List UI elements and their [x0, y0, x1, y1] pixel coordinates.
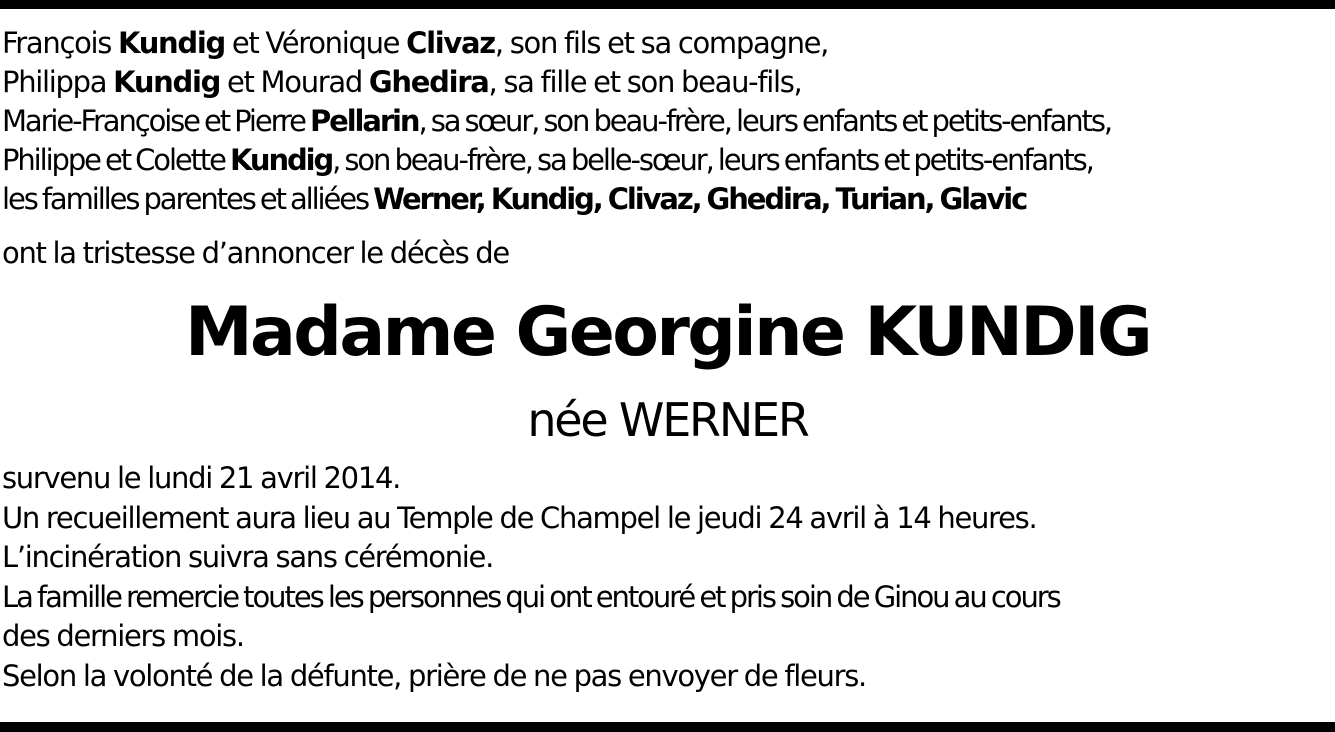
family-list [2, 24, 1335, 219]
family-surname: Pellarin [309, 104, 419, 138]
detail-line: L’incinération suivra sans cérémonie. [2, 540, 494, 574]
detail-line: La famille remercie toutes les personnes qui ont entouré et pris soin de Ginou au cours [2, 579, 1060, 614]
family-surname: Ghedira [368, 65, 489, 99]
family-line-segment: les familles parentes et alliées [2, 182, 374, 216]
announcement [2, 234, 1335, 273]
top-border-rule [0, 0, 1335, 9]
announcement-text: ont la tristesse d’annoncer le décès de [2, 236, 509, 270]
family-line [2, 24, 1335, 63]
family-line [2, 102, 1335, 141]
family-line-segment: , son fils et sa compagne, [494, 26, 829, 60]
family-line-segment: Philippa [2, 65, 114, 99]
detail-line: Un recueillement aura lieu au Temple de Champel le jeudi 24 avril à 14 heures. [2, 500, 1037, 535]
family-surname: Kundig [230, 143, 333, 177]
detail-line: survenu le lundi 21 avril 2014. [2, 461, 401, 495]
family-surname: Kundig [118, 26, 225, 60]
family-line-segment: , son beau-frère, sa belle-sœur, leurs enfants et petits-enfants, [332, 143, 1093, 177]
family-line-segment: , sa sœur, son beau-frère, leurs enfants et petits-enfants, [418, 104, 1111, 138]
family-line-segment: Marie-Françoise et Pierre [2, 104, 310, 138]
family-surnames-list: Werner, Kundig, Clivaz, Ghedira, Turian, Glavic [373, 182, 1027, 216]
family-line [2, 63, 1335, 102]
funeral-details [2, 459, 1335, 696]
family-line-segment: et Mourad [220, 65, 369, 99]
detail-line: Selon la volonté de la défunte, prière de ne pas envoyer de fleurs. [2, 658, 866, 693]
family-line-segment: Philippe et Colette [2, 143, 231, 177]
bottom-border-rule [0, 722, 1335, 732]
family-line [2, 141, 1335, 180]
deceased-maiden-name: née WERNER [527, 393, 808, 447]
detail-line: des derniers mois. [2, 619, 244, 653]
family-line-segment: François [2, 26, 119, 60]
family-line-segment: et Véronique [224, 26, 407, 60]
family-line-segment: , sa fille et son beau-fils, [488, 65, 802, 99]
family-line [2, 180, 1335, 219]
family-surname: Clivaz [406, 26, 495, 60]
family-surname: Kundig [113, 65, 221, 99]
deceased-name: Madame Georgine KUNDIG [184, 293, 1151, 372]
